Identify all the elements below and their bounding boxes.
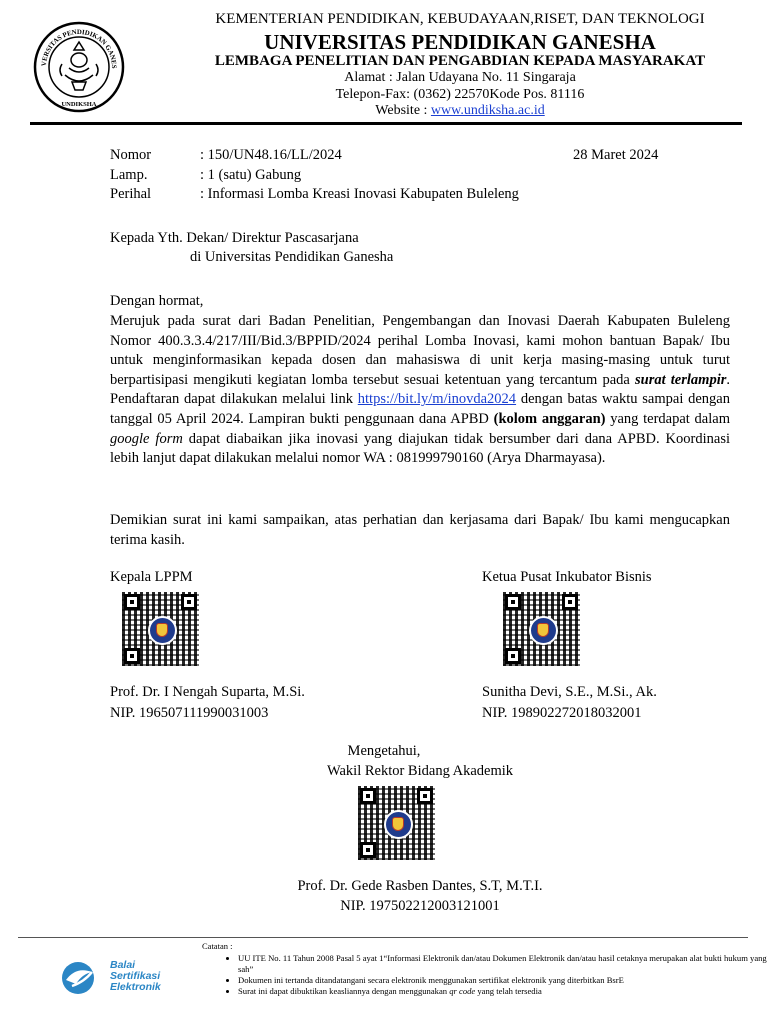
note-item: • Dokumen ini tertanda ditandatangani secara elektronik menggunakan sertifikat elektronik yang diterbitkan BsrE	[238, 975, 768, 986]
website-label: Website :	[375, 103, 431, 118]
svg-text:UNIVERSITAS PENDIDIKAN GANESHA	[32, 20, 117, 69]
perihal-value: : Informasi Lomba Kreasi Inovasi Kabupaten Buleleng	[200, 186, 519, 202]
right-signature-qr-code	[503, 592, 580, 666]
nomor-value: : 150/UN48.16/LL/2024	[200, 147, 342, 163]
body-text: yang terdapat dalam	[605, 410, 730, 427]
body-text: Merujuk pada surat dari Badan Penelitian, Pengembangan dan Inovasi Daerah Kabupaten Buleleng Nomor 400.3.3.4/217/III/Bid.3/BPPID/2024 perihal Lomba Inovasi, kami mohon bantuan Bapak/ Ibu untuk menginformasikan kepada dosen dan mahasiswa di unit kerja masing-masing untuk turut berpartisipasi mengikuti kegiatan lomba tersebut sesuai ketentuan yang tercantum pada	[110, 313, 730, 388]
greeting: Dengan hormat,	[110, 293, 204, 309]
closing-paragraph: Demikian surat ini kami sampaikan, atas perhatian dan kerjasama dari Bapak/ Ibu kami mengucapkan terima kasih.	[110, 512, 730, 548]
center-signer-nip: NIP. 197502212003121001	[340, 898, 500, 914]
bsre-logo	[58, 958, 188, 998]
left-signature-qr-code	[122, 592, 199, 666]
right-signer-name: Sunitha Devi, S.E., M.Si., Ak.	[482, 684, 657, 700]
center-signer-title: Wakil Rektor Bidang Akademik	[326, 763, 514, 779]
footer-divider	[18, 937, 748, 938]
institute-title: LEMBAGA PENELITIAN DAN PENGABDIAN KEPADA MASYARAKAT	[214, 53, 706, 69]
lamp-label: Lamp.	[110, 167, 148, 183]
bsre-wordmark: Balai Sertifikasi Elektronik	[110, 959, 161, 993]
letter-date: 28 Maret 2024	[573, 147, 659, 163]
recipient-line-2: di Universitas Pendidikan Ganesha	[190, 249, 394, 265]
notes-list	[222, 953, 768, 997]
right-signer-title: Ketua Pusat Inkubator Bisnis	[482, 569, 652, 585]
body-text: dengan batas waktu sampai dengan tanggal 05 April 2024. Lampiran bukti penggunaan dana APBD	[110, 391, 730, 427]
note-item: • Surat ini dapat dibuktikan keasliannya dengan menggunakan qr code yang telah tersedia	[238, 986, 768, 997]
header-divider	[30, 122, 742, 125]
right-signer-nip: NIP. 198902272018032001	[482, 705, 642, 721]
body-paragraph	[110, 312, 730, 469]
lamp-value: : 1 (satu) Gabung	[200, 167, 302, 183]
center-signer-name: Prof. Dr. Gede Rasben Dantes, S.T, M.T.I.	[297, 878, 543, 894]
registration-link[interactable]: https://bit.ly/m/inovda2024	[357, 391, 517, 408]
body-text: . Pendaftaran dapat dilakukan melalui link	[110, 371, 730, 408]
left-signer-title: Kepala LPPM	[110, 569, 193, 585]
website-line	[150, 103, 768, 119]
perihal-label: Perihal	[110, 186, 152, 202]
google-form-emphasis: google form	[110, 430, 183, 447]
nomor-label: Nomor	[110, 147, 152, 163]
left-signer-nip: NIP. 196507111990031003	[110, 705, 269, 721]
address-line: Alamat : Jalan Udayana No. 11 Singaraja	[344, 70, 576, 85]
acknowledged-label: Mengetahui,	[347, 743, 421, 759]
left-signer-name: Prof. Dr. I Nengah Suparta, M.Si.	[110, 684, 305, 700]
logo-arc-text: VERSITAS PENDIDIKAN GANES	[40, 28, 118, 69]
note-item: • UU ITE No. 11 Tahun 2008 Pasal 5 ayat 1“Informasi Elektronik dan/atau Dokumen Elektronik dan/atau hasil cetaknya merupakan alat bukti hukum yang sah”	[238, 953, 768, 975]
body-text: dapat diabaikan jika inovasi yang diajukan tidak bersumber dari dana APBD. Koordinasi lebih lanjut dapat dilakukan melalui nomor WA : 081999790160 (Arya Dharmayasa).	[110, 430, 730, 467]
center-signature-qr-code	[358, 786, 435, 860]
website-link[interactable]: www.undiksha.ac.id	[430, 103, 545, 118]
budget-column-emphasis: (kolom anggaran)	[493, 410, 606, 427]
phone-line: Telepon-Fax: (0362) 22570Kode Pos. 81116	[335, 87, 585, 102]
notes-label: Catatan :	[202, 941, 233, 951]
university-logo	[32, 20, 126, 114]
university-title: UNIVERSITAS PENDIDIKAN GANESHA	[264, 30, 656, 54]
attachment-emphasis: surat terlampir	[635, 371, 727, 388]
recipient-line-1: Kepada Yth. Dekan/ Direktur Pascasarjana	[110, 230, 359, 246]
logo-bottom-text: UNDIKSHA	[61, 101, 97, 108]
ministry-title: KEMENTERIAN PENDIDIKAN, KEBUDAYAAN,RISET, DAN TEKNOLOGI	[215, 11, 705, 27]
bsre-emblem-icon	[58, 958, 108, 998]
